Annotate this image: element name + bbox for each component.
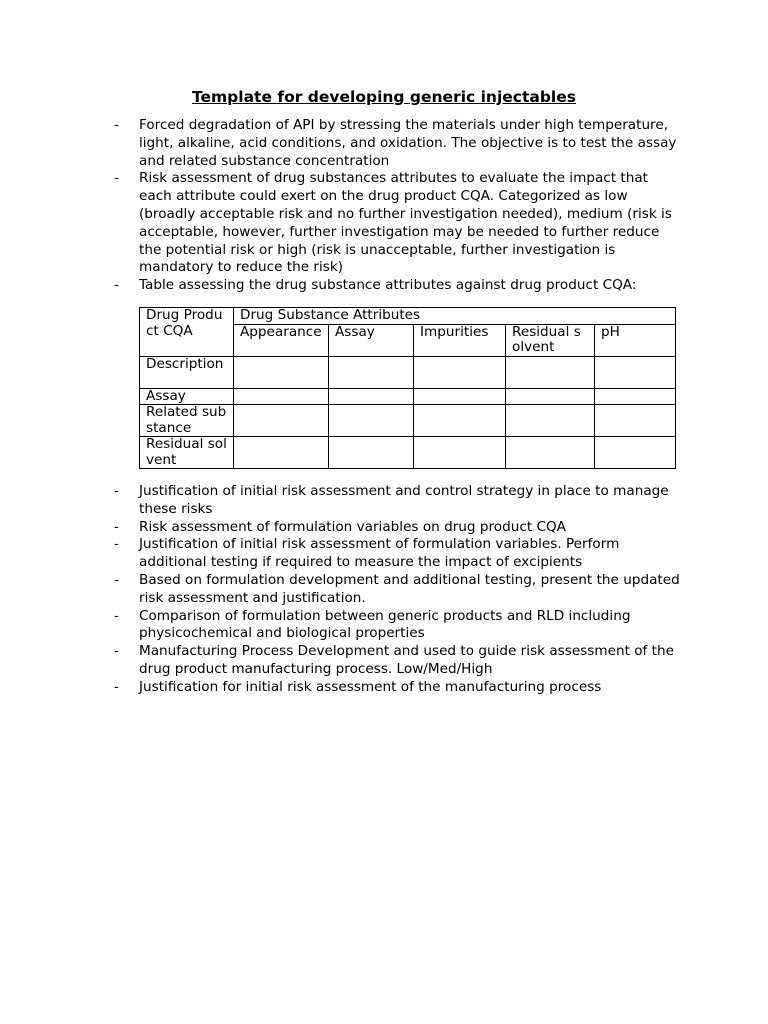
table-cell [329, 388, 414, 405]
column-header-assay: Assay [329, 324, 414, 356]
table-row [140, 405, 676, 437]
list-item [114, 608, 684, 644]
bullet-marker: - [114, 536, 119, 553]
column-header-residual-solvent: Residual solvent [506, 324, 595, 356]
list-item-text: Comparison of formulation between generic products and RLD including physicochemical and biological properties [139, 607, 631, 642]
table-cell [595, 405, 676, 437]
list-item [114, 679, 684, 697]
list-item-text: Justification of initial risk assessment and control strategy in place to manage these risks [139, 483, 669, 517]
list-item-text: Manufacturing Process Development and used to guide risk assessment of the drug product manufacturing process. Low/Med/High [139, 643, 674, 677]
list-item-text: Table assessing the drug substance attributes against drug product CQA: [139, 277, 637, 294]
table-row [140, 356, 676, 388]
table-cell [506, 437, 595, 469]
table-cell [234, 356, 329, 388]
row-header-related-substance: Related substance [140, 405, 234, 437]
group-header-cell: Drug Substance Attributes [234, 308, 676, 325]
bullet-marker: - [114, 518, 119, 535]
table-cell [506, 388, 595, 405]
bullet-marker: - [114, 643, 119, 660]
row-header-assay: Assay [140, 388, 234, 405]
table-cell [414, 388, 506, 405]
bullet-marker: - [114, 678, 119, 695]
table-cell [234, 405, 329, 437]
bullet-marker: - [114, 607, 119, 624]
list-item-text: Justification for initial risk assessment of the manufacturing process [139, 678, 602, 695]
list-item [114, 572, 684, 608]
table-cell [329, 356, 414, 388]
table-cell [414, 356, 506, 388]
table-cell [234, 437, 329, 469]
bullet-marker: - [114, 483, 119, 499]
table-cell [414, 405, 506, 437]
table-cell [595, 356, 676, 388]
intro-bullet-list [114, 117, 684, 295]
list-item [114, 519, 684, 537]
table-cell [234, 388, 329, 405]
cqa-assessment-table [139, 307, 676, 469]
bullet-marker: - [114, 277, 119, 294]
table-header-row [140, 308, 676, 325]
list-item [114, 117, 684, 170]
list-item-text: Forced degradation of API by stressing the materials under high temperature, light, alkaline, acid conditions, and oxidation. The objective is to test the assay and related substance concentration [139, 117, 677, 169]
list-item [114, 277, 684, 295]
column-header-appearance: Appearance [234, 324, 329, 356]
table-cell [506, 356, 595, 388]
corner-header-cell: Drug Product CQA [140, 308, 234, 357]
list-item-text: Justification of initial risk assessment of formulation variables. Perform additional testing if required to measure the impact of excipients [139, 536, 620, 571]
column-header-impurities: Impurities [414, 324, 506, 356]
column-header-ph: pH [595, 324, 676, 356]
table-cell [506, 405, 595, 437]
bullet-marker: - [114, 117, 119, 133]
table-cell [595, 388, 676, 405]
row-header-description: Description [140, 356, 234, 388]
list-item-text: Based on formulation development and additional testing, present the updated risk assessment and justification. [139, 571, 680, 606]
list-item [114, 483, 684, 519]
list-item-text: Risk assessment of drug substances attributes to evaluate the impact that each attribute could exert on the drug product CQA. Categorized as low (broadly acceptable risk and no further investigation needed), medium (risk is acceptable, however, further investigation may be needed to further reduce the potential risk or high (risk is unacceptable, further investigation is mandatory to reduce the risk) [139, 170, 672, 276]
list-item-text: Risk assessment of formulation variables on drug product CQA [139, 518, 566, 535]
document-title: Template for developing generic injectables [192, 88, 576, 106]
list-item [114, 536, 684, 572]
bullet-marker: - [114, 170, 119, 187]
list-item [114, 643, 684, 679]
table-cell [329, 437, 414, 469]
table-row [140, 388, 676, 405]
followup-bullet-list [114, 483, 684, 697]
table-cell [595, 437, 676, 469]
list-item [114, 170, 684, 277]
table-row [140, 437, 676, 469]
table-cell [414, 437, 506, 469]
row-header-residual-solvent: Residual solvent [140, 437, 234, 469]
table-cell [329, 405, 414, 437]
bullet-marker: - [114, 571, 119, 588]
